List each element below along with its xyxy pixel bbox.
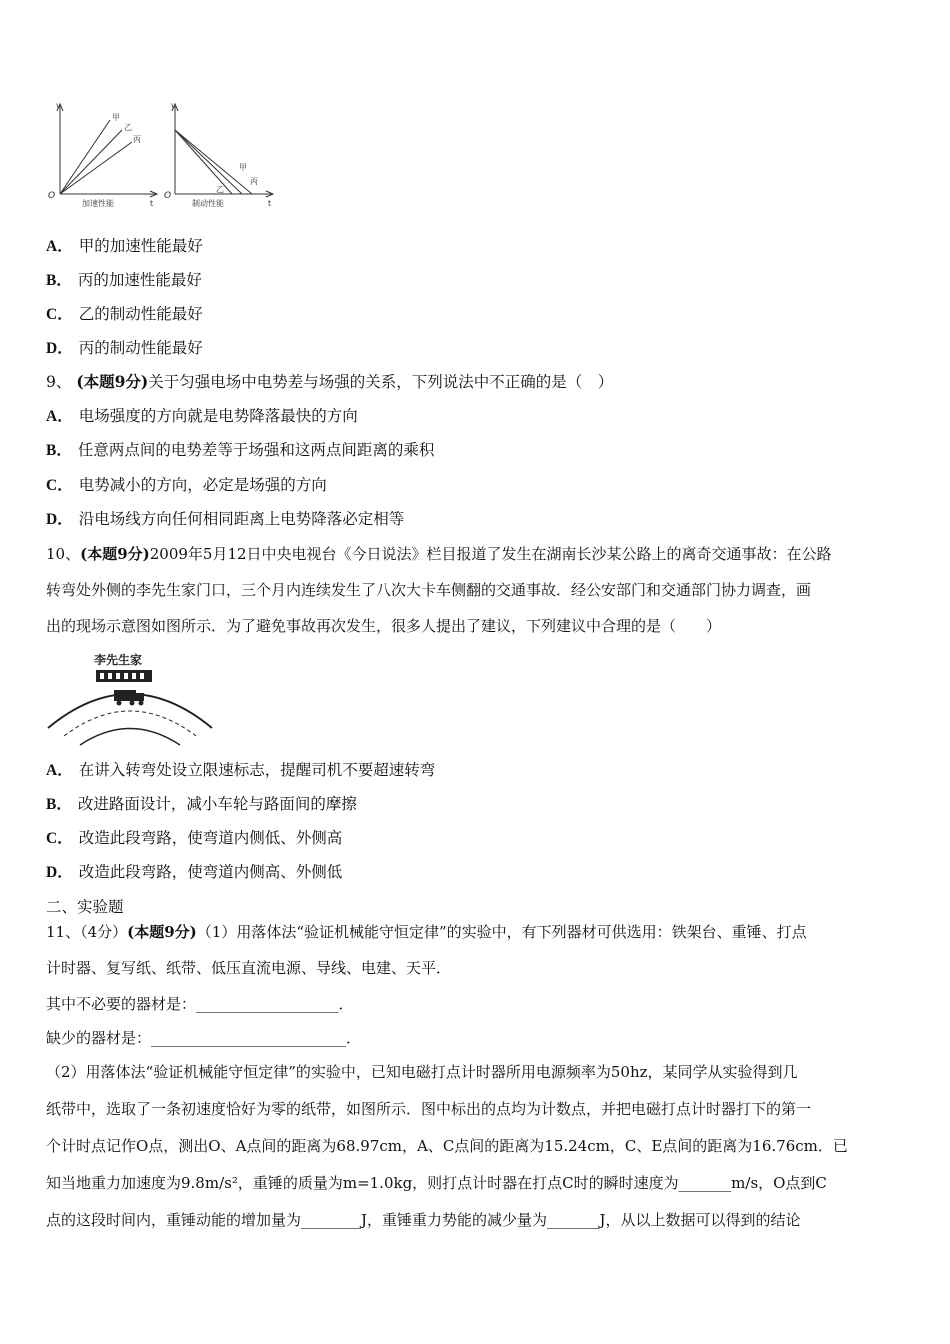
right-line-yi: 乙 xyxy=(216,185,224,194)
house-label: 李先生家 xyxy=(94,653,143,667)
q10-option-a: A． 在讲入转弯处设立限速标志，提醒司机不要超速转弯 xyxy=(46,761,436,779)
q11-part2-line2: 纸带中，选取了一条初速度恰好为零的纸带，如图所示．图中标出的点均为计数点，并把电磁打点计时器打下的第一 xyxy=(46,1100,812,1118)
q11-part2-line5: 点的这段时间内，重锤动能的增加量为________J，重锤重力势能的减少量为_______J，从以上数据可以得到的结论 xyxy=(46,1211,801,1229)
q10-option-d: D． 改造此段弯路，使弯道内侧高、外侧低 xyxy=(46,863,343,881)
q10-stem-line2: 转弯处外侧的李先生家门口，三个月内连续发生了八次大卡车侧翻的交通事故．经公安部门和交通部门协力调查，画 xyxy=(46,581,812,599)
section-heading-experiment: 二、实验题 xyxy=(46,898,124,916)
left-y-axis-label: v xyxy=(56,101,61,110)
q9-option-b: B． 任意两点间的电势差等于场强和这两点间距离的乘积 xyxy=(46,441,435,459)
q11-missing-blank: 缺少的器材是：__________________________． xyxy=(46,1029,362,1047)
q8-option-d: D． 丙的制动性能最好 xyxy=(46,339,203,357)
q9-option-d: D． 沿电场线方向任何相同距离上电势降落必定相等 xyxy=(46,510,405,528)
right-line-jia: 甲 xyxy=(239,163,247,172)
road-inner-edge xyxy=(80,729,180,746)
q10-stem-line1: 10、(本题9分)2009年5月12日中央电视台《今日说法》栏目报道了发生在湖南长沙某公路上的离奇交通事故：在公路 xyxy=(46,545,832,563)
right-x-axis-label: t xyxy=(268,199,272,208)
q10-option-b: B． 改进路面设计，减小车轮与路面间的摩擦 xyxy=(46,795,357,813)
right-caption: 制动性能 xyxy=(192,199,224,208)
vt-graphs-figure xyxy=(40,98,285,213)
q11-part2-line4: 知当地重力加速度为9.8m/s²，重锤的质量为m=1.0kg，则打点计时器在打点C时的瞬时速度为_______m/s，O点到C xyxy=(46,1174,827,1192)
q8-option-c: C． 乙的制动性能最好 xyxy=(46,305,203,323)
road-curve-figure xyxy=(44,650,216,746)
q8-option-a: A． 甲的加速性能最好 xyxy=(46,237,203,255)
q11-unneeded-blank: 其中不必要的器材是：___________________． xyxy=(46,995,354,1013)
q8-option-b: B． 丙的加速性能最好 xyxy=(46,271,202,289)
q11-part2-line1: （2）用落体法“验证机械能守恒定律”的实验中，已知电磁打点计时器所用电源频率为50hz，某同学从实验得到几 xyxy=(46,1063,798,1081)
right-y-axis-label: v xyxy=(171,101,176,110)
acceleration-graph xyxy=(57,104,157,197)
q11-stem-line1: 11、（4分）(本题9分)（1）用落体法“验证机械能守恒定律”的实验中，有下列器材可供选用：铁架台、重锤、打点 xyxy=(46,923,807,941)
q11-stem-line2: 计时器、复写纸、纸带、低压直流电源、导线、电建、天平． xyxy=(46,959,452,977)
left-origin-label: O xyxy=(48,191,56,201)
left-x-axis-label: t xyxy=(150,199,154,208)
left-line-jia: 甲 xyxy=(112,113,120,122)
q9-option-c: C． 电势减小的方向，必定是场强的方向 xyxy=(46,476,327,494)
q9-option-a: A． 电场强度的方向就是电势降落最快的方向 xyxy=(46,407,358,425)
right-line-bing: 丙 xyxy=(250,177,258,186)
left-caption: 加速性能 xyxy=(82,199,114,208)
road-center-line xyxy=(64,711,196,736)
right-origin-label: O xyxy=(164,191,172,201)
q9-stem: 9、 (本题9分)关于匀强电场中电势差与场强的关系，下列说法中不正确的是（ ） xyxy=(46,372,614,391)
q11-part2-line3: 个计时点记作O点，测出O、A点间的距离为68.97cm，A、C点间的距离为15.24cm，C、E点间的距离为16.76cm．已 xyxy=(46,1137,848,1155)
q10-option-c: C． 改造此段弯路，使弯道内侧低、外侧高 xyxy=(46,829,343,847)
q10-stem-line3: 出的现场示意图如图所示．为了避免事故再次发生，很多人提出了建议，下列建议中合理的是（ ） xyxy=(46,617,722,635)
truck-icon xyxy=(114,690,144,706)
left-line-bing: 丙 xyxy=(133,135,141,144)
left-line-yi: 乙 xyxy=(124,123,132,132)
